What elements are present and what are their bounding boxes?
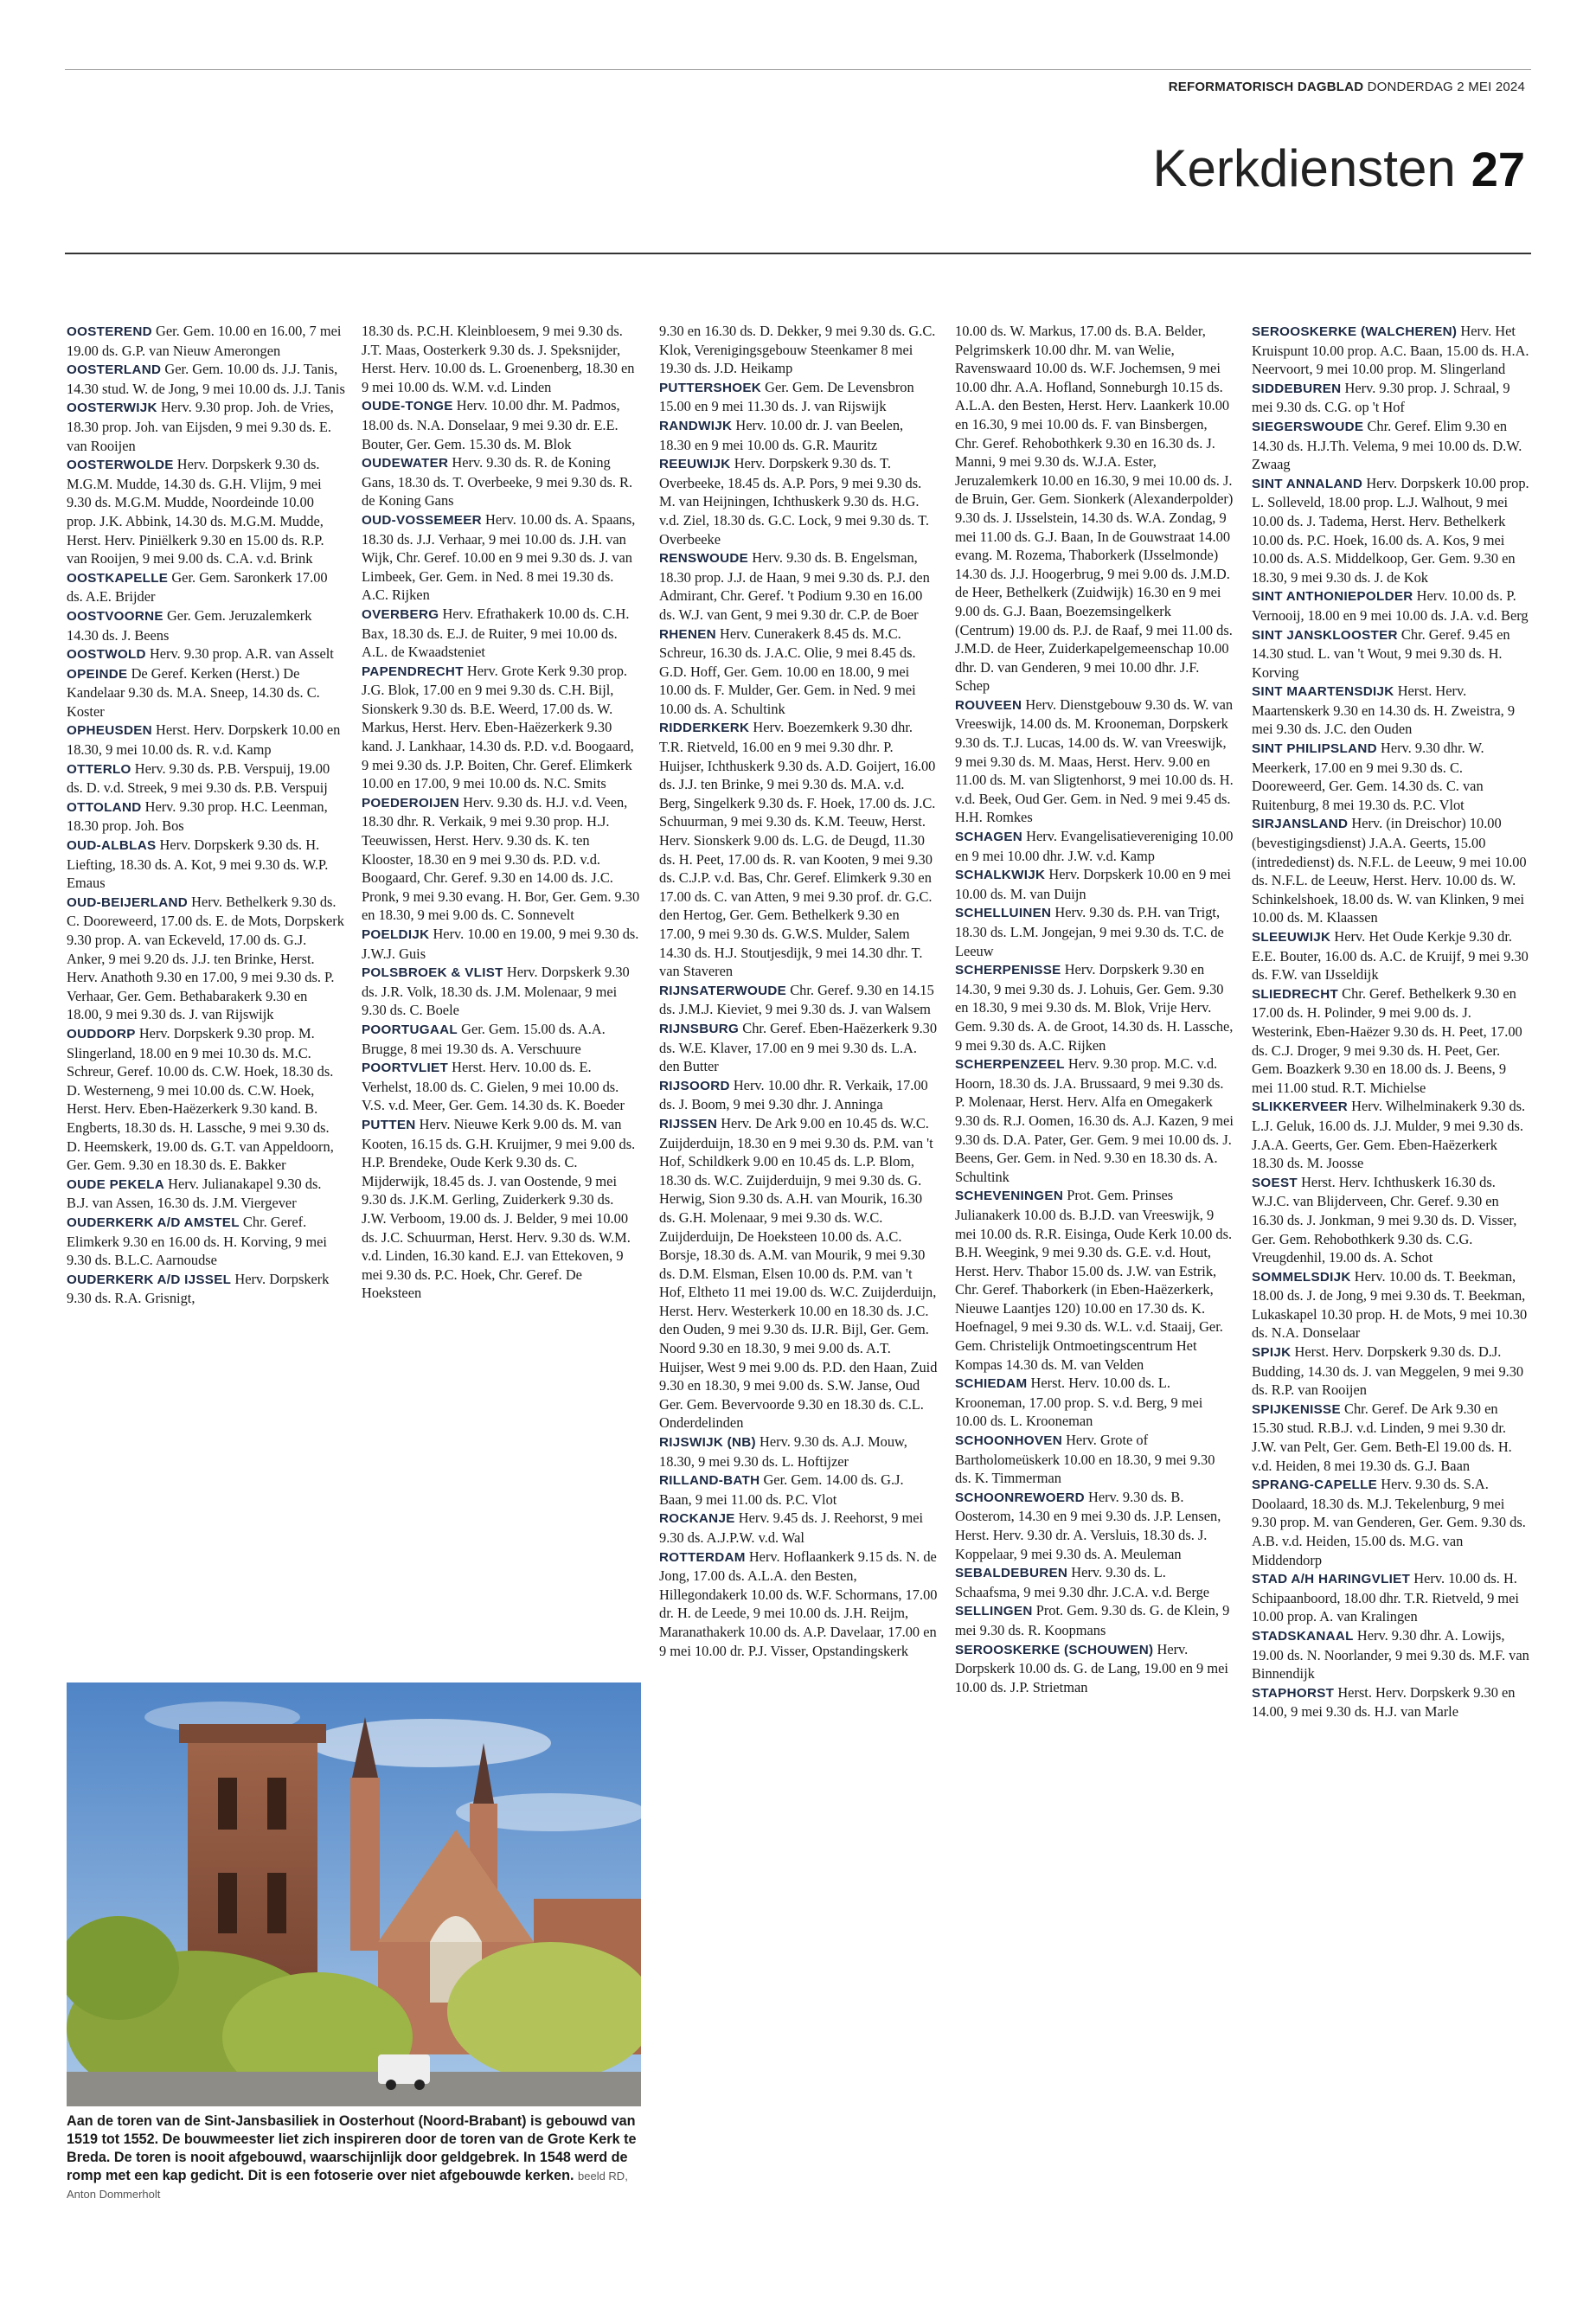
service-entry [362,605,640,662]
service-details: 18.30 ds. P.C.H. Kleinbloesem, 9 mei 9.30 ds. J.T. Maas, Oosterkerk 9.30 ds. J. Speksnijder, Herst. Herv. 10.00 ds. L. Groenenberg, 18.30 en 9 mei 10.00 ds. W.M. v.d. Linden [362,323,635,395]
service-entry [67,836,345,893]
service-details: Herv. 9.30 prop. H.C. Leenman, 18.30 prop. Joh. Bos [67,798,328,835]
place-name: SINT MAARTENSDIJK [1252,684,1394,700]
service-details: Herv. 9.30 prop. M.C. v.d. Hoorn, 18.30 ds. J.A. Brussaard, 9 mei 9.30 ds. P. Molenaar, Herst. Herv. Alfa en Omegakerk 9.30 ds. R.J. Oomen, 16.30 ds. A.J. Kazen, 9 mei 9.30 ds. D.A. Pater, Ger. Gem. 9 mei 10.00 ds. J. Beens, Ger. Gem. in Ned. 9.30 en 18.30 ds. A. Schultink [955,1055,1234,1185]
service-details: Herv. Dorpskerk 9.30 prop. M. Slingerland, 18.00 en 9 mei 10.30 ds. M.C. Schreur, Geref. 10.00 ds. C.W. Hoek, 18.30 ds. D. Westerneng, 9 mei 10.00 ds. C.W. Hoek, Herst. Herv. Eben-Haëzerkerk 9.30 kand. B. Engberts, 18.30 ds. H. Lassche, 9 mei 9.30 ds. D. Heemskerk, 19.00 ds. G.T. van Appeldoorn, Ger. Gem. 9.30 en 18.30 ds. E. Bakker [67,1024,334,1174]
place-name: SPRANG-CAPELLE [1252,1477,1378,1493]
place-name: OPEINDE [67,666,128,682]
service-details: Herst. Herv. Dorpskerk 9.30 en 14.00, 9 mei 9.30 ds. H.J. van Marle [1252,1683,1516,1721]
service-details: Herv. 9.30 ds. P.B. Verspuij, 19.00 ds. D. v.d. Streek, 9 mei 9.30 ds. P.B. Verspuij [67,760,330,797]
service-details: Chr. Geref. Eben-Haëzerkerk 9.30 ds. W.E. Klaver, 17.00 en 9 mei 9.30 ds. L.A. den Butter [659,1019,938,1075]
service-entry [67,760,345,798]
place-name: OOSTERLAND [67,362,162,378]
service-details: Herv. 10.00 dr. J. van Beelen, 18.30 en 9 mei 10.00 ds. G.R. Mauritz [659,416,904,453]
service-details: Herv. Nieuwe Kerk 9.00 ds. M. van Kooten, 16.15 ds. G.H. Kruijmer, 9 mei 9.00 ds. H.P. Brendeke, Oude Kerk 9.30 ds. C. Mijderwijk, 18.45 ds. J. van Oostende, 9 mei 9.30 ds. J.K.M. Gerling, Zuiderkerk 9.30 ds. J.W. Verboom, 19.00 ds. J. Belder, 9 mei 10.00 ds. J.C. Schuurman, Herst. Herv. 9.30 ds. W.M. v.d. Linden, 16.30 kand. E.J. van Ettekoven, 9 mei 9.30 ds. P.C. Hoek, Chr. Geref. De Hoeksteen [362,1115,636,1302]
service-details: Ger. Gem. 10.00 ds. J.J. Tanis, 14.30 stud. W. de Jong, 9 mei 10.00 ds. J.J. Tanis [67,361,345,397]
service-details: Herv. Bethelkerk 9.30 ds. C. Dooreweerd, 17.00 ds. E. de Mots, Dorpskerk 9.30 prop. A. van Eckeveld, 17.00 ds. G.J. Anker, 9 mei 9.20 ds. J.J. ten Brinke, Herst. Herv. Anathoth 9.30 en 17.00, 9 mei 9.30 ds. P. Verhaar, Ger. Gem. Bethabarakerk 9.30 en 18.00, 9 mei 9.30 ds. J. van Rijswijk [67,893,344,1023]
place-name: SOMMELSDIJK [1252,1269,1351,1285]
service-entry [659,1433,938,1471]
place-name: SCHOONREWOERD [955,1490,1085,1505]
service-entry [67,360,345,398]
service-entry [955,1054,1234,1186]
service-entry [67,606,345,644]
place-name: RENSWOUDE [659,551,749,567]
service-entry [955,695,1234,827]
service-entry [67,1270,345,1308]
place-name: SCHELLUINEN [955,906,1052,921]
place-name: STAD A/H HARINGVLIET [1252,1572,1411,1587]
place-name: REEUWIJK [659,457,731,472]
service-details: Herv. 9.30 prop. J. Schraal, 9 mei 9.30 ds. C.G. op 't Hof [1252,379,1510,416]
place-name: SLEEUWIJK [1252,930,1331,945]
service-details: Herv. 9.30 ds. R. de Koning Gans, 18.30 ds. T. Overbeeke, 9 mei 9.30 ds. R. de Koning Gans [362,454,633,510]
service-entry [659,1114,938,1433]
place-name: SELLINGEN [955,1604,1033,1619]
issue-date: DONDERDAG 2 MEI 2024 [1367,80,1525,94]
listing-column-3 [659,322,938,2225]
service-details: Herv. 9.30 ds. H.J. v.d. Veen, 18.30 dhr. R. Verkaik, 9 mei 9.30 prop. H.J. Teeuwissen, Herst. Herv. 9.30 ds. K. ten Klooster, 18.30 en 9 mei 9.30 ds. P.D. v.d. Boogaard, Chr. Geref. 9.30 en 14.00 ds. J.C. Pronk, 9 mei 9.30 evang. H. Bor, Ger. Gem. 9.30 en 18.30, 9 mei 9.00 ds. C. Sonnevelt [362,793,640,924]
service-entry [1252,1569,1530,1626]
service-details: Herv. 9.30 prop. A.R. van Asselt [149,645,334,663]
service-details: Herv. 9.30 dhr. A. Lowijs, 19.00 ds. N. Noorlander, 9 mei 9.30 ds. M.F. van Binnendijk [1252,1626,1529,1682]
service-details: Herv. Julianakapel 9.30 ds. B.J. van Assen, 16.30 ds. J.M. Viergever [67,1175,322,1212]
service-entry [659,1509,938,1547]
service-entry [362,510,640,605]
service-details: Herv. 10.00 dhr. R. Verkaik, 17.00 ds. J. Boom, 9 mei 9.30 dhr. J. Anninga [659,1076,928,1113]
service-details: Ger. Gem. De Levensbron 15.00 en 9 mei 11.30 ds. J. van Rijswijk [659,378,914,415]
service-details: Herv. Dorpskerk 10.00 ds. G. de Lang, 19.00 en 9 mei 10.00 ds. J.P. Strietman [955,1640,1228,1695]
place-name: SCHERPENISSE [955,963,1061,978]
place-name: RIDDERKERK [659,721,750,736]
service-entry [67,1024,345,1175]
service-entry [955,1488,1234,1563]
place-name: OOSTKAPELLE [67,570,169,586]
service-entry [659,416,938,454]
service-entry [1252,739,1530,814]
place-name: OOSTERWOLDE [67,458,174,473]
place-name: OOSTVOORNE [67,608,163,624]
place-name: RIJSSEN [659,1116,718,1131]
service-details: Herv. 9.30 ds. L. Schaafsma, 9 mei 9.30 dhr. J.C.A. v.d. Berge [955,1564,1210,1600]
service-details: Chr. Geref. De Ark 9.30 en 15.30 stud. R.B.J. v.d. Linden, 9 mei 9.30 dr. J.W. van Pelt, Ger. Gem. Beth-El 19.00 ds. H. v.d. Heiden, 8 mei 19.30 ds. G.J. Baan [1252,1400,1512,1474]
service-entry [659,981,938,1019]
listing-column-5 [1252,322,1530,2225]
service-details: Chr. Geref. 9.30 en 14.15 ds. J.M.J. Kieviet, 9 mei 9.30 ds. J. van Walsem [659,981,934,1018]
place-name: ROUVEEN [955,697,1022,713]
service-entry [1252,1475,1530,1569]
place-name: SCHIEDAM [955,1376,1028,1392]
service-entry [67,1213,345,1270]
service-entry [67,568,345,606]
header-rule [65,253,1531,254]
service-entry [67,721,345,759]
place-name: SLIKKERVEER [1252,1099,1349,1115]
service-entry [1252,1267,1530,1343]
photo-caption [67,2112,641,2203]
place-name: SOEST [1252,1175,1298,1190]
service-entry [955,960,1234,1054]
place-name: OUDERKERK A/D IJSSEL [67,1272,232,1287]
service-entry [659,1019,938,1076]
service-details: Herv. (in Dreischor) 10.00 (bevestigingsdienst) J.A.A. Geerts, 15.00 (intrededienst) ds. N.F.L. de Leeuw, 9 mei 10.00 ds. N.F.L. de Leeuw, Herst. Herv. 10.00 ds. W. Schinkelshoek, 18.00 ds. W. van Klinken, 9 mei 10.00 ds. M. Klaassen [1252,815,1527,926]
service-entry [955,322,1234,695]
place-name: SLIEDRECHT [1252,986,1339,1002]
service-details: Prot. Gem. 9.30 ds. G. de Klein, 9 mei 9.30 ds. R. Koopmans [955,1602,1230,1638]
place-name: OUD-BEIJERLAND [67,894,189,910]
service-details: Herst. Herv. 10.00 ds. E. Verhelst, 18.00 ds. C. Gielen, 9 mei 10.00 ds. V.S. v.d. Meer, Ger. Gem. 14.30 ds. K. Boeder [362,1059,625,1114]
caption-text: Aan de toren van de Sint-Jansbasiliek in Oosterhout (Noord-Brabant) is gebouwd van 1519 tot 1552. De bouwmeester liet zich inspireren door de toren van de Grote Kerk te Breda. De toren is nooit afgebouwd, waarschijnlijk door geldgebrek. In 1548 werd de romp met een kap gedicht. Dit is een fotoserie over niet afgebouwde kerken. [67,2113,637,2183]
place-name: SCHEVENINGEN [955,1189,1064,1204]
service-entry [67,455,345,568]
service-details: Herv. Dorpskerk 9.30 en 14.30, 9 mei 9.30 ds. J. Lohuis, Ger. Gem. 9.30 en 18.30, 9 mei 9.30 ds. M. Blok, Vrije Herv. Gem. 9.30 ds. A. de Groot, 14.30 ds. H. Lassche, 9 mei 9.30 ds. A.C. Rijken [955,961,1234,1054]
service-entry [955,1563,1234,1601]
service-entry [1252,927,1530,984]
service-details: Herv. Dorpskerk 10.00 en 9 mei 10.00 ds. M. van Duijn [955,866,1231,902]
service-details: Ger. Gem. Saronkerk 17.00 ds. A.E. Brijder [67,568,328,606]
service-details: Chr. Geref. 9.45 en 14.30 stud. L. van 't Wout, 9 mei 9.30 ds. H. Korving [1252,625,1510,681]
service-entry [362,662,640,793]
service-entry [1252,625,1530,683]
top-rule [65,69,1531,70]
place-name: SCHALKWIJK [955,868,1046,883]
service-details: Herv. Het Oude Kerkje 9.30 dr. E.E. Bouter, 16.00 ds. A.C. de Kruijf, 9 mei 9.30 ds. F.W. van IJsseldijk [1252,928,1529,984]
service-entry [362,793,640,925]
place-name: RIJSOORD [659,1078,730,1093]
church-photo-illustration [67,1682,641,2106]
service-entry [1252,814,1530,927]
section-header [1152,138,1525,198]
service-details: Herst. Herv. Dorpskerk 10.00 en 18.30, 9 mei 10.00 ds. R. v.d. Kamp [67,721,341,759]
service-entry [1252,1683,1530,1721]
place-name: POELDIJK [362,927,430,942]
service-entry [659,322,938,378]
place-name: OUDE-TONGE [362,399,453,414]
service-entry [67,322,345,360]
service-entry [955,1601,1234,1639]
service-entry [659,1471,938,1509]
service-details: Herv. 9.30 ds. S.A. Doolaard, 18.30 ds. M.J. Tekelenburg, 9 mei 9.30 prop. M. van Genderen, Ger. Gem. 9.30 ds. A.B. v.d. Heiden, 15.00 ds. M.G. van Middendorp [1252,1476,1526,1568]
service-entry [1252,682,1530,739]
service-entry [362,1115,640,1303]
place-name: SEROOSKERKE (WALCHEREN) [1252,324,1458,339]
service-details: Ger. Gem. Jeruzalemkerk 14.30 ds. J. Beens [67,606,312,644]
service-details: Herv. Boezemkerk 9.30 dhr. T.R. Rietveld, 16.00 en 9 mei 9.30 dhr. P. Huijser, Ichthuskerk 9.30 ds. A.D. Goijert, 16.00 ds. J.J. ten Brinke, 9 mei 9.30 ds. M.A. v.d. Berg, Singelkerk 9.30 ds. F. Hoek, 17.00 ds. J.C. Schuurman, 9 mei 9.30 ds. K.M. Teeuw, Herst. Herv. Sionskerk 9.00 ds. L.G. de Deugd, 11.30 ds. H. Peet, 17.00 ds. R. van Kooten, 9 mei 9.30 ds. C.J.P. v.d. Bas, Chr. Geref. Elimkerk 9.30 en 17.00 ds. C. van Atten, 9 mei 9.30 prof. dr. G.C. den Hertog, Ger. Gem. Bethelkerk 9.30 en 17.00, 9 mei 9.30 ds. G.W.S. Mulder, Salem 14.30 ds. H.J. Stoutjesdijk, 9 mei 14.30 dhr. T. van Staveren [659,719,936,980]
place-name: STADSKANAAL [1252,1628,1354,1644]
service-entry [1252,1400,1530,1475]
service-entry [659,1548,938,1661]
place-name: ROCKANJE [659,1511,735,1527]
place-name: SCHERPENZEEL [955,1057,1065,1073]
place-name: OPHEUSDEN [67,723,152,739]
place-name: SPIJK [1252,1345,1292,1361]
service-details: Herv. 9.30 dhr. W. Meerkerk, 17.00 en 9 mei 9.30 ds. C. Dooreweerd, Ger. Gem. 14.30 ds. C. van Ruitenburg, 8 mei 19.30 ds. P.C. Vlot [1252,740,1484,813]
service-entry [955,865,1234,903]
service-details: De Geref. Kerken (Herst.) De Kandelaar 9.30 ds. M.A. Sneep, 14.30 ds. C. Koster [67,664,320,720]
service-entry [67,798,345,836]
service-details: Herv. Dorpskerk 9.30 ds. T. Overbeeke, 18.45 ds. A.P. Pors, 9 mei 9.30 ds. M. van Heijningen, Ichthuskerk 9.30 ds. H.G. v.d. Ziel, 18.30 ds. G.C. Lock, 9 mei 9.30 ds. T. Overbeeke [659,455,930,548]
place-name: SEROOSKERKE (SCHOUWEN) [955,1642,1154,1657]
service-details: Chr. Geref. Bethelkerk 9.30 en 17.00 ds. H. Polinder, 9 mei 9.00 ds. J. Westerink, Eben-Haëzer 9.30 ds. H. Peet, 17.00 ds. C.J. Droger, 9 mei 9.30 ds. H. Peet, Ger. Gem. Boazkerk 9.30 en 18.00 ds. J. Beens, 9 mei 11.00 stud. R.T. Michielse [1252,984,1522,1096]
service-entry [1252,1626,1530,1683]
place-name: SCHAGEN [955,830,1023,845]
service-details: Herv. 10.00 ds. T. Beekman, 18.00 ds. J. de Jong, 9 mei 9.30 ds. T. Beekman, Lukaskapel 10.30 prop. H. de Mots, 9 mei 10.30 ds. N.A. Donselaar [1252,1267,1528,1342]
place-name: OUD-VOSSEMEER [362,512,482,528]
service-entry [955,1431,1234,1488]
place-name: SIRJANSLAND [1252,817,1349,832]
photo-credit: beeld RD, Anton Dommerholt [67,2170,628,2201]
service-entry [955,827,1234,865]
service-entry [67,398,345,455]
place-name: POORTUGAAL [362,1022,458,1037]
service-entry [1252,322,1530,379]
service-entry [1252,984,1530,1098]
service-entry [659,548,938,624]
service-entry [1252,586,1530,625]
place-name: ROTTERDAM [659,1549,746,1565]
service-entry [955,1186,1234,1374]
service-details: Herv. 10.00 dhr. M. Padmos, 18.00 ds. N.A. Donselaar, 9 mei 9.30 dr. E.E. Bouter, Ger. Gem. 15.30 ds. M. Blok [362,397,620,452]
service-details: Herst. Herv. Dorpskerk 9.30 ds. D.J. Budding, 14.30 ds. J. van Meggelen, 9 mei 9.30 ds. R.P. van Rooijen [1252,1343,1524,1399]
service-entry [67,893,345,1024]
place-name: OOSTEREND [67,324,152,339]
place-name: SIEGERSWOUDE [1252,419,1364,434]
listing-column-4 [955,322,1234,2225]
service-entry [1252,379,1530,417]
service-details: Herv. Grote of Bartholomeüskerk 10.00 en 18.30, 9 mei 9.30 ds. K. Timmerman [955,1432,1215,1487]
place-name: OUDEWATER [362,456,449,471]
service-entry [955,1640,1234,1697]
service-details: Chr. Geref. Elimkerk 9.30 en 16.00 ds. H. Korving, 9 mei 9.30 ds. B.L.C. Aarnoudse [67,1213,327,1269]
place-name: RIJNSBURG [659,1021,740,1036]
service-entry [362,1020,640,1058]
service-entry [362,396,640,453]
service-details: Herv. Dorpskerk 9.30 ds. H. Liefting, 18.30 ds. A. Kot, 9 mei 9.30 ds. W.P. Emaus [67,836,329,892]
service-details: Herv. 10.00 en 19.00, 9 mei 9.30 ds. J.W.J. Guis [362,926,639,962]
place-name: OUDDORP [67,1026,136,1042]
service-details: Herv. 9.30 ds. P.H. van Trigt, 18.30 ds. L.M. Jongejan, 9 mei 9.30 ds. T.C. de Leeuw [955,904,1224,959]
place-name: STAPHORST [1252,1685,1335,1701]
service-entry [362,322,640,396]
newspaper-name: REFORMATORISCH DAGBLAD [1168,80,1364,94]
place-name: PUTTERSHOEK [659,380,762,395]
service-details: Herv. Dienstgebouw 9.30 ds. W. van Vreeswijk, 14.00 ds. M. Krooneman, Dorpskerk 9.30 ds. T.J. Lucas, 14.00 ds. W. van Vreeswijk, 9 mei 9.30 ds. M. Maas, Herst. Herv. 9.00 en 11.00 ds. M. van Sligtenhorst, 9 mei 10.00 ds. H. v.d. Beek, Oud Ger. Gem. in Ned. 9 mei 9.45 ds. H.H. Romkes [955,695,1234,826]
service-details: Herv. 10.00 ds. H. Schipaanboord, 18.00 dhr. T.R. Rietveld, 9 mei 10.00 prop. A. van Kralingen [1252,1570,1519,1625]
place-name: POLSBROEK & VLIST [362,965,503,981]
service-details: Herst. Herv. 10.00 ds. L. Krooneman, 17.00 prop. S. v.d. Berg, 9 mei 10.00 ds. L. Krooneman [955,1375,1203,1430]
place-name: RHENEN [659,626,716,642]
place-name: OOSTERWIJK [67,401,157,416]
service-details: Herv. 9.30 ds. B. Oosterom, 14.30 en 9 mei 9.30 ds. J.P. Lensen, Herst. Herv. 9.30 dr. A. Versluis, 18.30 ds. J. Koppelaar, 9 mei 9.30 ds. A. Meuleman [955,1488,1221,1562]
service-details: Herv. Dorpskerk 9.30 ds. J.R. Volk, 18.30 ds. J.M. Molenaar, 9 mei 9.30 ds. C. Boele [362,964,630,1019]
service-details: Herv. 9.30 ds. A.J. Mouw, 18.30, 9 mei 9.30 ds. L. Hoftijzer [659,1433,907,1470]
place-name: PUTTEN [362,1117,416,1132]
masthead [1169,80,1525,94]
service-details: Herst. Herv. Ichthuskerk 16.30 ds. W.J.C. van Blijderveen, Chr. Geref. 9.30 en 16.30 ds. J. Jonkman, 9 mei 9.30 ds. D. Visser, Ger. Gem. Rehobothkerk 9.30 ds. C.G. Vreugdenhil, 19.00 ds. A. Schot [1252,1173,1517,1266]
place-name: RANDWIJK [659,418,733,433]
service-entry [659,1076,938,1114]
service-details: Ger. Gem. 15.00 ds. A.A. Brugge, 8 mei 19.30 ds. A. Verschuure [362,1020,606,1057]
service-entry [67,664,345,721]
service-details: Herv. 10.00 ds. P. Vernooij, 18.00 en 9 mei 10.00 ds. J.A. v.d. Berg [1252,587,1529,624]
service-details: Herv. Dorpskerk 9.30 ds. R.A. Grisnigt, [67,1270,330,1307]
service-entry [659,718,938,980]
service-details: Chr. Geref. Elim 9.30 en 14.30 ds. H.J.Th. Velema, 9 mei 10.00 ds. D.W. Zwaag [1252,417,1522,473]
place-name: RILLAND-BATH [659,1473,760,1489]
place-name: RIJNSATERWOUDE [659,983,787,998]
service-details: Herv. Grote Kerk 9.30 prop. J.G. Blok, 17.00 en 9 mei 9.30 ds. C.H. Bijl, Sionskerk 9.30 ds. B.E. Weerd, 17.00 ds. W. Markus, Herst. Herv. Eben-Haëzerkerk 9.30 kand. J. Lankhaar, 14.30 ds. P.D. v.d. Boogaard, 9 mei 9.30 ds. J.P. Boiten, Chr. Geref. Elimkerk 10.00 en 17.00, 9 mei 10.00 ds. N.C. Smits [362,662,634,792]
service-details: Ger. Gem. 10.00 en 16.00, 7 mei 19.00 ds. G.P. van Nieuw Amerongen [67,323,342,359]
place-name: SINT ANNALAND [1252,476,1363,491]
place-name: POORTVLIET [362,1061,449,1076]
place-name: OUDE PEKELA [67,1176,165,1192]
service-entry [659,625,938,719]
place-name: OUD-ALBLAS [67,838,157,854]
service-details: Herv. Efrathakerk 10.00 ds. C.H. Bax, 18.30 ds. E.J. de Ruiter, 9 mei 10.00 ds. A.L. de Kwaadsteniet [362,605,630,661]
place-name: OVERBERG [362,606,439,622]
place-name: SEBALDEBUREN [955,1566,1068,1581]
place-name: OTTERLO [67,761,131,777]
service-details: Herv. 9.30 ds. B. Engelsman, 18.30 prop. J.J. de Haan, 9 mei 9.30 ds. P.J. den Admirant, Chr. Geref. 't Podium 9.30 en 16.00 ds. W.J. van Gent, 9 mei 9.30 dr. C.P. de Boer [659,549,930,623]
service-details: Herv. Het Kruispunt 10.00 prop. A.C. Baan, 15.00 ds. H.A. Neervoort, 9 mei 10.00 prop. M. Slingerland [1252,323,1529,378]
place-name: SINT ANTHONIEPOLDER [1252,589,1413,605]
place-name: OUDERKERK A/D AMSTEL [67,1215,240,1230]
service-details: Herv. Dorpskerk 10.00 prop. L. Solleveld, 18.00 prop. L.J. Walhout, 9 mei 10.00 ds. J. Tadema, Herst. Herv. Bethelkerk 10.00 ds. P.C. Hoek, 16.00 ds. A. Kos, 9 mei 10.00 ds. A.S. Middelkoop, Ger. Gem. 9.30 en 18.30, 9 mei 9.30 ds. J. de Kok [1252,474,1529,586]
service-entry [362,925,640,963]
place-name: OOSTWOLD [67,647,146,663]
service-details: Herv. Hoflaankerk 9.15 ds. N. de Jong, 17.00 ds. A.L.A. den Besten, Hillegondakerk 10.00 ds. W.F. Schormans, 17.00 dr. H. de Leede, 9 mei 10.00 ds. J.H. Reijm, Maranathakerk 10.00 ds. A.P. Davelaar, 17.00 en 9 mei 10.00 dr. P.J. Visser, Opstandingskerk [659,1548,938,1659]
service-details: 9.30 en 16.30 ds. D. Dekker, 9 mei 9.30 ds. G.C. Klok, Verenigingsgebouw Steenkamer 8 mei 19.30 ds. J.D. Heikamp [659,323,936,377]
service-entry [659,378,938,416]
service-details: Herv. 9.45 ds. J. Reehorst, 9 mei 9.30 ds. A.J.P.W. v.d. Wal [659,1509,924,1546]
place-name: SPIJKENISSE [1252,1401,1341,1417]
service-details: Herst. Herv. Maartenskerk 9.30 en 14.30 ds. H. Zweistra, 9 mei 9.30 ds. J.C. den Ouden [1252,683,1516,738]
service-entry [362,453,640,510]
service-details: Herv. 10.00 ds. A. Spaans, 18.30 ds. J.J. Verhaar, 9 mei 10.00 ds. J.H. van Wijk, Chr. Geref. 10.00 en 9 mei 9.30 ds. J. van Limbeek, Ger. Gem. in Ned. 8 mei 19.30 ds. A.C. Rijken [362,510,636,604]
service-entry [955,903,1234,960]
church-photo [67,1682,641,2106]
listing-column-1 [67,322,345,1671]
service-entry [1252,474,1530,587]
place-name: OTTOLAND [67,799,142,815]
service-entry [362,963,640,1020]
place-name: SIDDEBUREN [1252,381,1342,396]
service-details: Herv. Evangelisatievereniging 10.00 en 9 mei 10.00 dhr. J.W. v.d. Kamp [955,828,1234,864]
service-details: Ger. Gem. 14.00 ds. G.J. Baan, 9 mei 11.00 ds. P.C. Vlot [659,1471,904,1508]
page-number: 27 [1471,142,1525,196]
service-details: Prot. Gem. Prinses Julianakerk 10.00 ds. B.J.D. van Vreeswijk, 9 mei 10.00 ds. R.R. Eisinga, Oude Kerk 10.00 ds. B.H. Weegink, 9 mei 9.30 ds. G.E. v.d. Hout, Herst. Herv. Thabor 15.00 ds. J.W. van Estrik, Chr. Geref. Thaborkerk (in Eben-Haëzerkerk, Nieuwe Laantjes 120) 10.00 en 17.30 ds. K. Hoefnagel, 9 mei 9.30 ds. W.L. v.d. Staaij, Ger. Gem. Christelijk Ontmoetingscentrum Het Kompas 14.30 ds. M. van Velden [955,1187,1233,1373]
service-entry [1252,1097,1530,1172]
place-name: SINT PHILIPSLAND [1252,741,1377,757]
service-details: Herv. Dorpskerk 9.30 ds. M.G.M. Mudde, 14.30 ds. G.H. Vlijm, 9 mei 9.30 ds. M.G.M. Mudde, Noordeinde 10.00 prop. J.K. Abbink, 14.30 ds. M.G.M. Mudde, Herst. Herv. Piniëlkerk 9.30 en 15.00 ds. R.P. van Rooijen, 9 mei 9.00 ds. C.A. v.d. Brink [67,456,324,567]
service-entry [67,644,345,664]
place-name: POEDEROIJEN [362,795,460,811]
service-entry [1252,1343,1530,1400]
service-entry [67,1175,345,1213]
service-entry [955,1374,1234,1431]
listing-column-2 [362,322,640,1671]
place-name: RIJSWIJK (NB) [659,1435,756,1451]
place-name: PAPENDRECHT [362,663,464,679]
service-entry [1252,1173,1530,1267]
service-details: Herv. 9.30 prop. Joh. de Vries, 18.30 prop. Joh. van Eijsden, 9 mei 9.30 ds. E. van Rooijen [67,399,334,454]
section-title: Kerkdiensten [1152,139,1456,197]
service-details: Herv. De Ark 9.00 en 10.45 ds. W.C. Zuijderduijn, 18.30 en 9 mei 9.30 ds. P.M. van 't Hof, Schildkerk 9.00 en 10.45 ds. L.P. Blom, 18.30 ds. W.C. Zuijderduijn, 9 mei 9.30 ds. G. Herwig, Sion 9.30 ds. A.H. van Mourik, 16.30 ds. G.H. Molenaar, 9 mei 9.30 ds. W.C. Zuijderduijn, De Hoeksteen 10.00 ds. A.C. Borsje, 18.30 ds. A.M. van Mourik, 9 mei 9.30 ds. D.M. Elsman, Elsen 10.00 ds. P.M. van 't Hof, Eltheto 11 mei 19.00 ds. W.C. Zuijderduijn, Herst. Herv. Westerkerk 10.00 en 18.30 ds. J.C. den Ouden, 9 mei 9.30 ds. IJ.R. Bijl, Ger. Gem. Noord 9.30 en 18.30, 9 mei 9.00 ds. A.T. Huijser, West 9 mei 9.00 ds. P.D. den Haan, Zuid 9.30 en 18.30, 9 mei 9.00 ds. S.W. Janse, Oud Ger. Gem. Bevervoorde 9.30 en 18.30 ds. C.L. Onderdelinden [659,1114,938,1432]
service-details: Herv. Cunerakerk 8.45 ds. M.C. Schreur, 16.30 ds. J.A.C. Olie, 9 mei 8.45 ds. G.D. Hoff, Ger. Gem. 10.00 en 18.00, 9 mei 10.00 ds. F. Mulder, Ger. Gem. in Ned. 9 mei 10.00 ds. A. Schultink [659,625,916,717]
service-entry [659,454,938,548]
service-details: 10.00 ds. W. Markus, 17.00 ds. B.A. Belder, Pelgrimskerk 10.00 dhr. M. van Welie, Ravenswaard 10.00 ds. W.F. Jochemsen, 9 mei 10.00 dhr. A.A. Hofland, Sonneburgh 10.15 ds. A.L.A. den Besten, Herst. Herv. Laankerk 10.00 en 16.30, 9 mei 10.00 ds. F. van Binsbergen, Chr. Geref. Rehobothkerk 9.30 en 16.30 ds. J. Manni, 9 mei 9.30 ds. W.J.A. Ester, Jeruzalemkerk 10.00 en 16.30, 9 mei 10.00 ds. J. de Bruin, Ger. Gem. Sionkerk (Alexanderpolder) 9.30 ds. J. IJsselstein, 14.30 ds. W.A. Zondag, 9 mei 11.00 ds. G.J. Baan, In de Gouwstraat 14.00 evang. M. Rozema, Thaborkerk (IJsselmonde) 14.30 ds. J.J. Hoogerbrug, 9 mei 9.00 ds. J.M.D. de Heer, Bethelkerk (Zuidwijk) 16.30 en 9 mei 9.00 ds. G.J. Baan, Boezemsingelkerk (Centrum) 19.00 ds. P.J. de Raaf, 9 mei 11.00 ds. J.M.D. de Heer, Zuiderkapelgemeenschap 10.00 dhr. D. van Genderen, 9 mei 10.00 dhr. J.F. Schep [955,323,1234,695]
service-entry [1252,417,1530,474]
service-entry [362,1058,640,1115]
service-details: Herv. Wilhelminakerk 9.30 ds. L.J. Geluk, 16.00 ds. J.J. Mulder, 9 mei 9.30 ds. J.A.A. Geerts, Ger. Gem. Eben-Haëzerkerk 18.30 ds. M. Joosse [1252,1098,1526,1172]
place-name: SINT JANSKLOOSTER [1252,627,1398,643]
place-name: SCHOONHOVEN [955,1433,1062,1449]
